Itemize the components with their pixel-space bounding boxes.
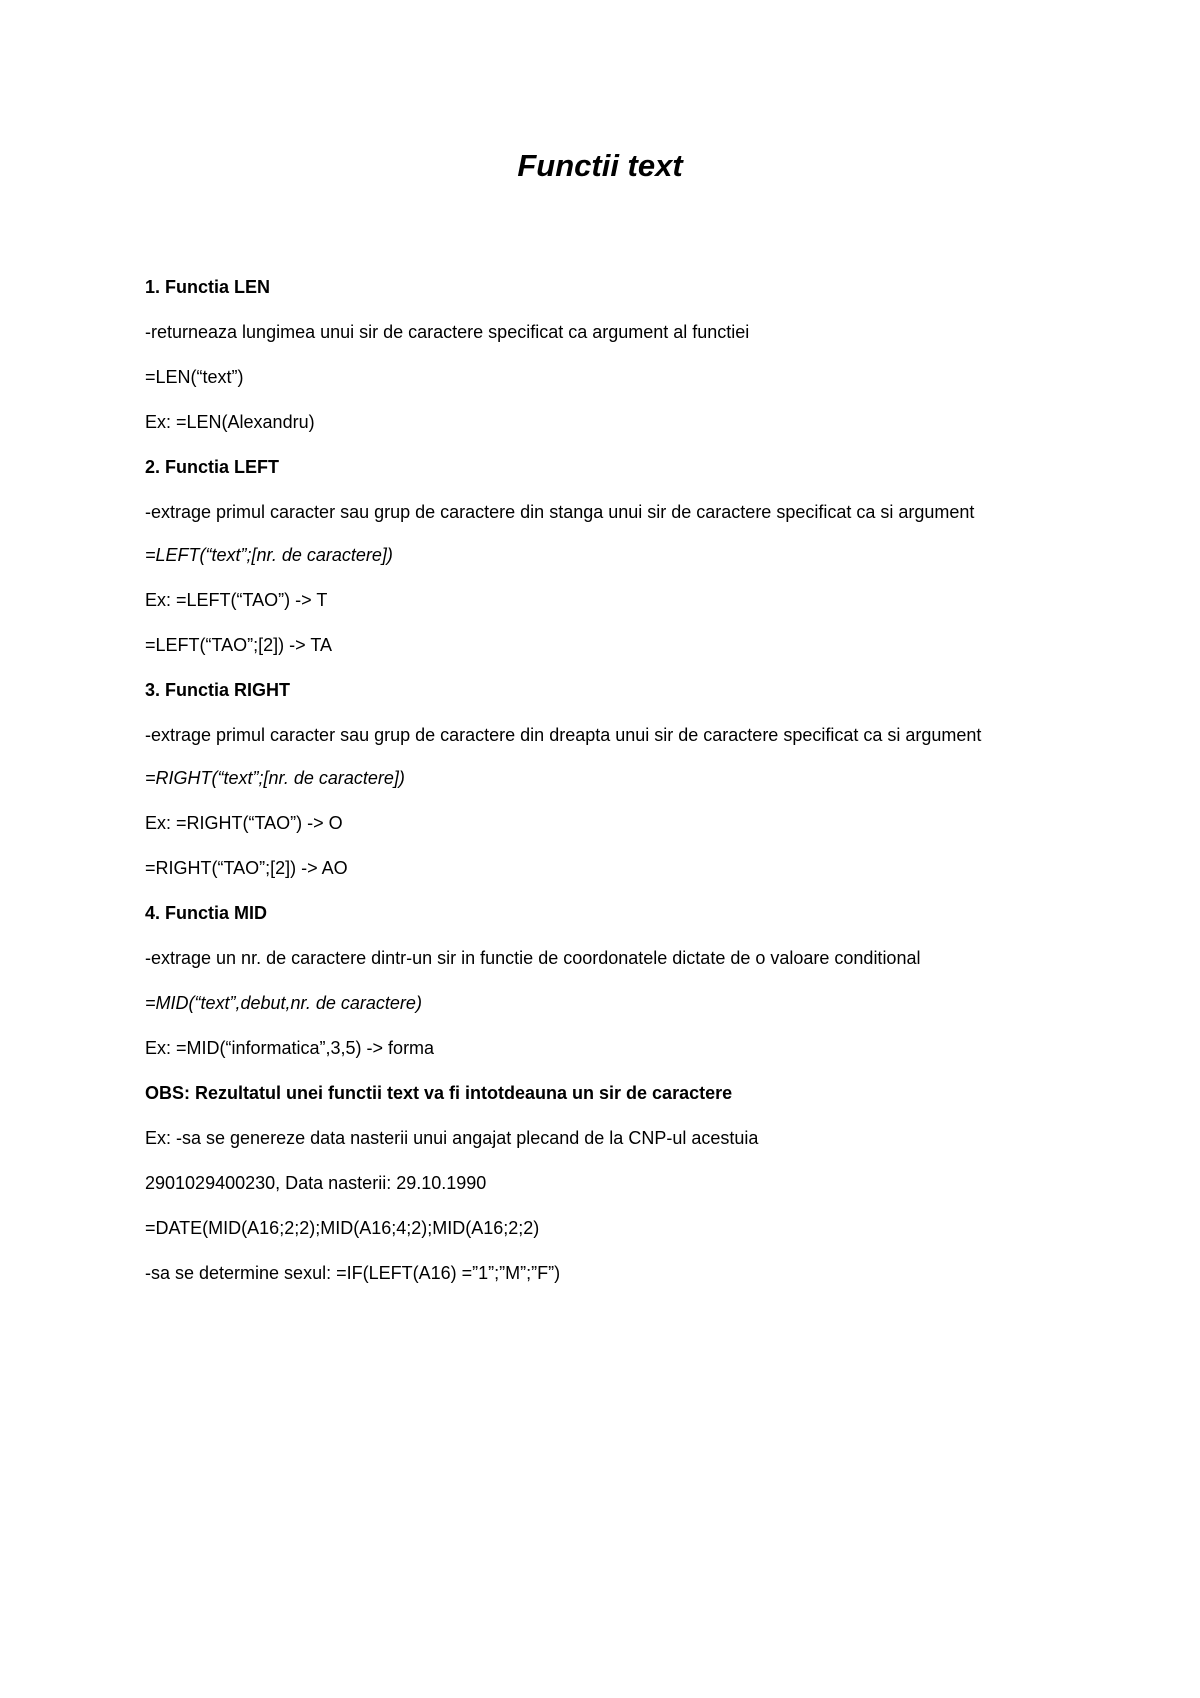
paragraph-cnp-example: Ex: -sa se genereze data nasterii unui angajat plecand de la CNP-ul acestuia	[145, 1128, 759, 1148]
paragraph-left-example-1: Ex: =LEFT(“TAO”) -> T	[145, 590, 328, 610]
paragraph-right-description: -extrage primul caracter sau grup de caractere din dreapta unui sir de caractere specificat ca si argument	[145, 725, 982, 745]
paragraph-mid-syntax: =MID(“text”,debut,nr. de caractere)	[145, 993, 422, 1013]
paragraph-left-syntax: =LEFT(“text”;[nr. de caractere])	[145, 545, 393, 565]
paragraph-date-formula: =DATE(MID(A16;2;2);MID(A16;4;2);MID(A16;2;2)	[145, 1218, 540, 1238]
paragraph-left-description: -extrage primul caracter sau grup de caractere din stanga unui sir de caractere specificat ca si argument	[145, 502, 975, 522]
section-heading-right: 3. Functia RIGHT	[145, 680, 291, 700]
paragraph-right-syntax: =RIGHT(“text”;[nr. de caractere])	[145, 768, 405, 788]
paragraph-mid-description: -extrage un nr. de caractere dintr-un sir in functie de coordonatele dictate de o valoare conditional	[145, 948, 921, 968]
paragraph-right-example-1: Ex: =RIGHT(“TAO”) -> O	[145, 813, 343, 833]
paragraph-left-example-2: =LEFT(“TAO”;[2]) -> TA	[145, 635, 333, 655]
observation-note: OBS: Rezultatul unei functii text va fi intotdeauna un sir de caractere	[145, 1083, 733, 1103]
paragraph-right-example-2: =RIGHT(“TAO”;[2]) -> AO	[145, 858, 348, 878]
paragraph-len-example: Ex: =LEN(Alexandru)	[145, 412, 315, 432]
paragraph-len-syntax: =LEN(“text”)	[145, 367, 244, 387]
document-body	[145, 272, 1045, 1303]
section-heading-len: 1. Functia LEN	[145, 277, 271, 297]
paragraph-gender-formula: -sa se determine sexul: =IF(LEFT(A16) =”1”;”M”;”F”)	[145, 1263, 561, 1283]
section-heading-mid: 4. Functia MID	[145, 903, 268, 923]
section-heading-left: 2. Functia LEFT	[145, 457, 280, 477]
paragraph-mid-example: Ex: =MID(“informatica”,3,5) -> forma	[145, 1038, 435, 1058]
page-title: Functii text	[517, 148, 683, 183]
paragraph-cnp-value: 2901029400230, Data nasterii: 29.10.1990	[145, 1173, 487, 1193]
paragraph-len-description: -returneaza lungimea unui sir de caractere specificat ca argument al functiei	[145, 322, 750, 342]
